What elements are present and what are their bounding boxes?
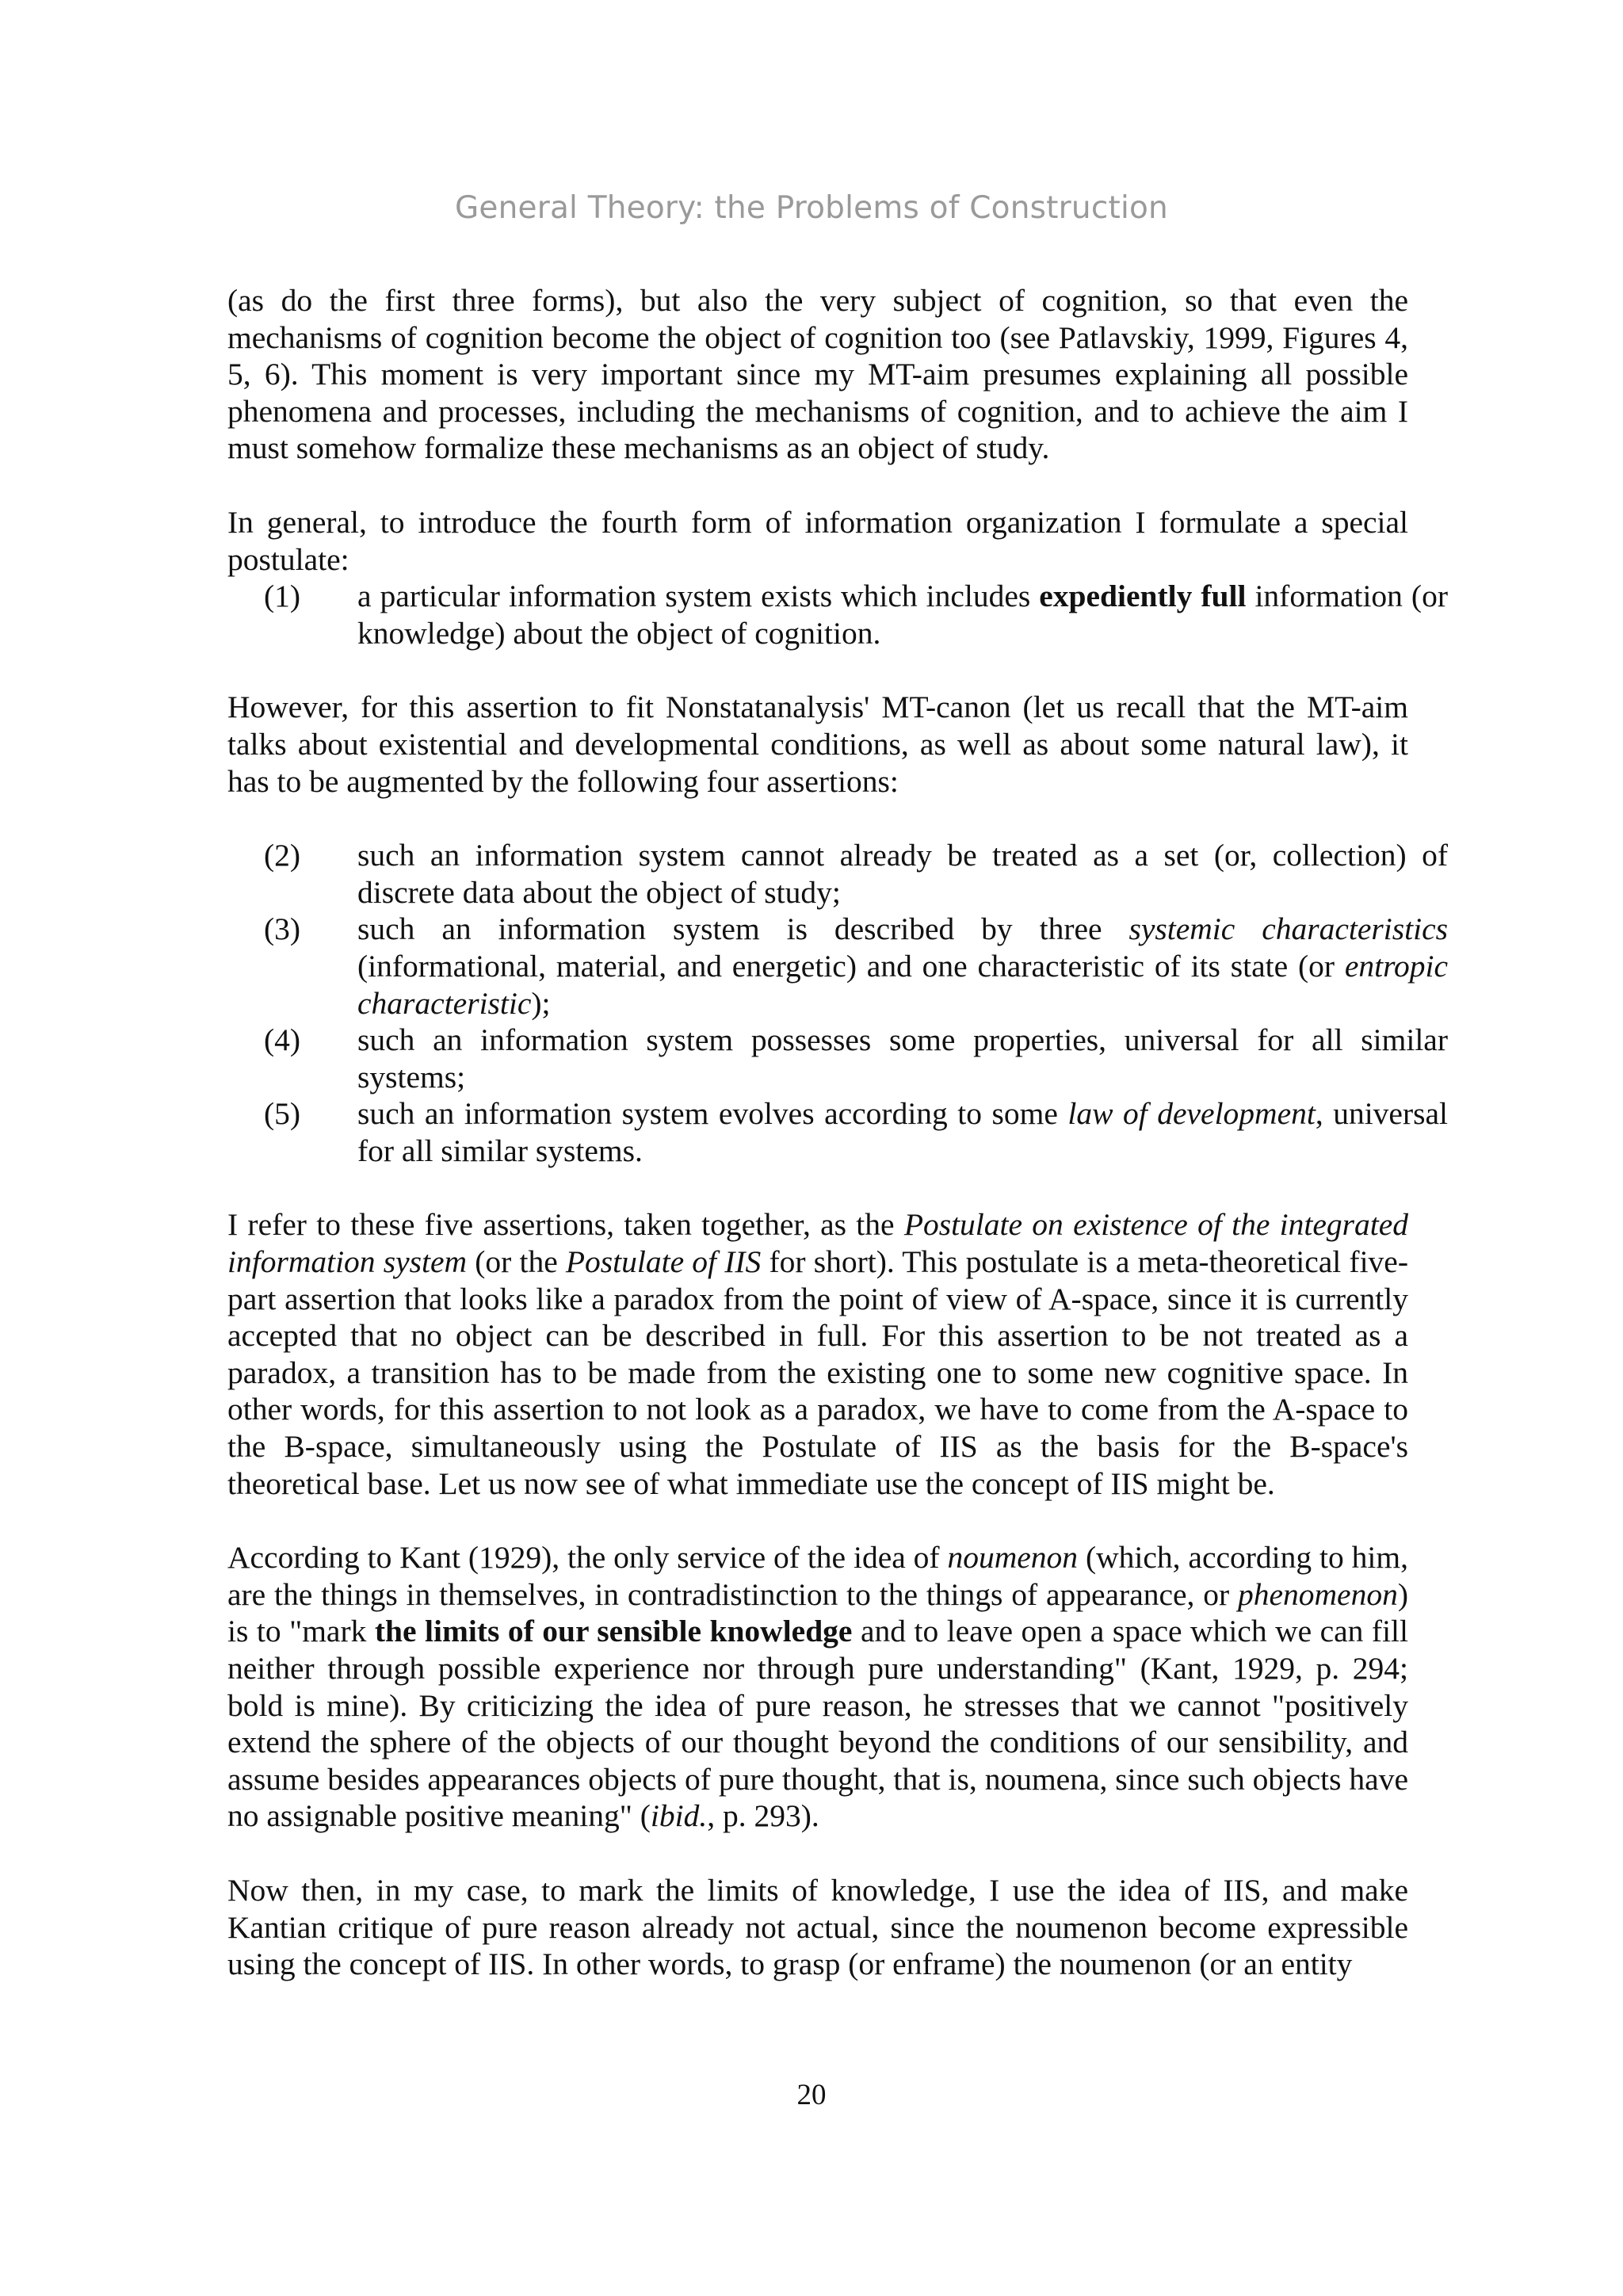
- paragraph-2: In general, to introduce the fourth form of information organization I formulate a special postulate:: [227, 504, 1408, 577]
- list-item-4: [264, 1022, 1448, 1095]
- list-item-number: (1): [264, 579, 301, 614]
- paragraph-text: ) is to "mark: [227, 1576, 1408, 1649]
- paragraph-italic-text: Postulate on existence of the integrated information system: [227, 1207, 1408, 1280]
- list-item-text: , universal for all similar systems.: [357, 1096, 1448, 1168]
- postulate-list-2: [227, 837, 1448, 1169]
- list-item-text: a particular information system exists which includes: [357, 579, 1040, 614]
- list-item-italic-text: entropic characteristic: [357, 948, 1448, 1021]
- list-item-2: [264, 837, 1448, 911]
- paragraph-bold-text: the limits of our sensible knowledge: [374, 1614, 853, 1649]
- list-item-text: (informational, material, and energetic) and one characteristic of its state (or: [357, 948, 1345, 984]
- running-header: General Theory: the Problems of Construction: [455, 190, 1168, 226]
- list-item-5: [264, 1095, 1448, 1169]
- list-item-text: such an information system cannot already be treated as a set (or, collection) of discrete data about the object of study;: [357, 838, 1448, 910]
- paragraph-italic-text: phenomenon: [1238, 1576, 1398, 1612]
- list-item-number: (5): [264, 1096, 301, 1132]
- list-item-number: (4): [264, 1022, 301, 1058]
- paragraph-text: for short). This postulate is a meta-theoretical five-part assertion that looks like a paradox from the point of view of A-space, since it is currently accepted that no object can be described in full. For this assertion to be not treated as a paradox, a transition has to be made from the existing one to some new cognitive space. In other words, for this assertion to not look as a paradox, we have to come from the A-space to the B-space, simultaneously using the Postulate of IIS as the basis for the B-space's theoretical base. Let us now see of what immediate use the concept of IIS might be.: [227, 1244, 1408, 1501]
- list-item-italic-text: systemic characteristics: [1128, 911, 1448, 947]
- paragraph-text: According to Kant (1929), the only service of the idea of: [227, 1540, 948, 1576]
- paragraph-text: (or the: [467, 1244, 566, 1280]
- paragraph-3: However, for this assertion to fit Nonstatanalysis' MT-canon (let us recall that the MT-aim talks about existential and developmental conditions, as well as about some natural law), it has to be augmented by the following four assertions:: [227, 690, 1408, 799]
- list-item-number: (3): [264, 911, 301, 947]
- paragraph-1: (as do the first three forms), but also the very subject of cognition, so that even the mechanisms of cognition become the object of cognition too (see Patlavskiy, 1999, Figures 4, 5, 6). This moment is very important since my MT-aim presumes explaining all possible phenomena and processes, including the mechanisms of cognition, and to achieve the aim I must somehow formalize these mechanisms as an object of study.: [227, 283, 1408, 466]
- paragraph-5: [227, 1539, 1408, 1835]
- paragraph-text: , p. 293).: [707, 1798, 819, 1834]
- list-item-text: );: [531, 985, 551, 1021]
- list-item-number: (2): [264, 838, 301, 873]
- body-text: [227, 282, 1448, 1983]
- paragraph-italic-text: noumenon: [947, 1540, 1079, 1576]
- paragraph-4: [227, 1206, 1408, 1502]
- page-number: 20: [796, 2079, 827, 2111]
- paragraph-text: and to leave open a space which we can fill neither through possible experience nor through pure understanding" (Kant, 1929, p. 294; bold is mine). By criticizing the idea of pure reason, he stresses that we cannot "positively extend the sphere of the objects of our thought beyond the conditions of our sensibility, and assume besides appearances objects of pure thought, that is, noumena, since such objects have no assignable positive meaning" (: [227, 1614, 1409, 1834]
- paragraph-italic-text: ibid.: [650, 1798, 708, 1834]
- list-item-text: such an information system evolves according to some: [357, 1096, 1068, 1132]
- paragraph-italic-text: Postulate of IIS: [565, 1244, 762, 1280]
- paragraph-text: (which, according to him, are the things in themselves, in contradistinction to the things of appearance, or: [227, 1540, 1408, 1612]
- list-item-text: such an information system is described by three: [357, 911, 1129, 947]
- paragraph-6: Now then, in my case, to mark the limits of knowledge, I use the idea of IIS, and make Kantian critique of pure reason already not actual, since the noumenon become expressible using the concept of IIS. In other words, to grasp (or enframe) the noumenon (or an entity: [227, 1872, 1408, 1982]
- list-item-1: [264, 578, 1448, 651]
- list-item-3: [264, 911, 1448, 1022]
- list-item-italic-text: law of development: [1067, 1096, 1316, 1132]
- list-item-text: such an information system possesses some properties, universal for all similar systems;: [357, 1022, 1448, 1095]
- postulate-list-1: [227, 578, 1448, 651]
- list-item-bold-text: expediently full: [1039, 579, 1247, 614]
- paragraph-text: I refer to these five assertions, taken together, as the: [227, 1207, 904, 1243]
- list-item-text: information (or knowledge) about the object of cognition.: [357, 579, 1448, 651]
